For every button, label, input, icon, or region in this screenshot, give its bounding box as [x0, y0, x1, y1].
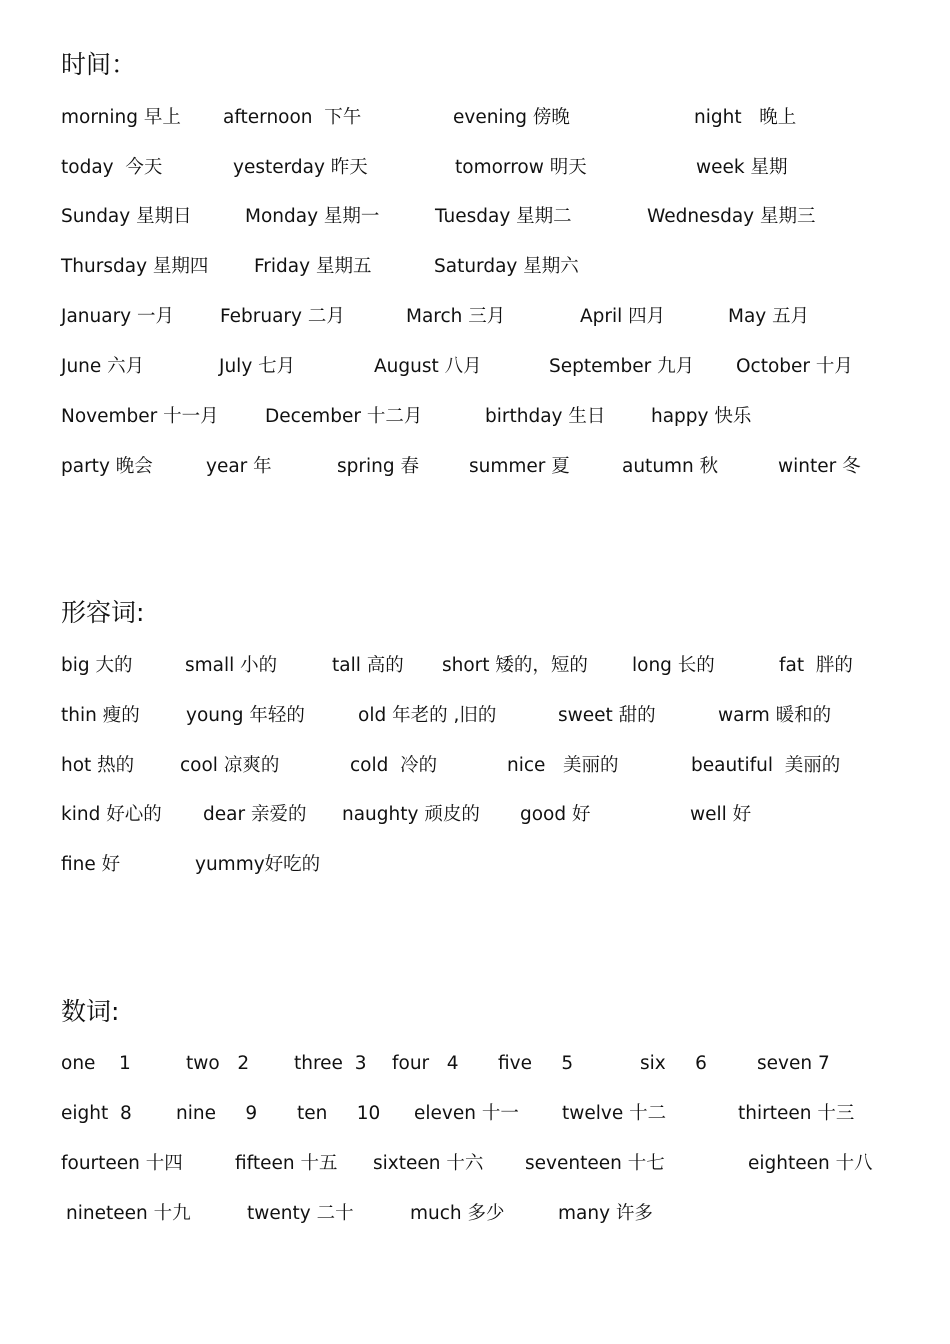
- vocab-item: Sunday 星期日: [61, 206, 192, 227]
- vocab-item: afternoon 下午: [223, 107, 362, 128]
- vocab-item: eleven 十一: [414, 1103, 519, 1124]
- vocab-item: year 年: [206, 456, 272, 477]
- vocab-item: December 十二月: [265, 406, 423, 427]
- vocab-item: two 2: [186, 1053, 250, 1074]
- vocab-item: fifteen 十五: [235, 1153, 338, 1174]
- vocab-item: five 5: [498, 1053, 574, 1074]
- vocab-item: eight 8: [61, 1103, 132, 1124]
- vocab-item: February 二月: [220, 306, 345, 327]
- vocab-item: birthday 生日: [485, 406, 606, 427]
- vocab-item: spring 春: [337, 456, 419, 477]
- vocab-item: thirteen 十三: [738, 1103, 855, 1124]
- vocab-item: sixteen 十六: [373, 1153, 484, 1174]
- vocab-row: [0, 1049, 950, 1079]
- vocab-item: old 年老的 ,旧的: [358, 705, 497, 726]
- vocab-item: yesterday 昨天: [233, 157, 368, 178]
- vocab-item: Tuesday 星期二: [435, 206, 572, 227]
- vocab-item: Wednesday 星期三: [647, 206, 816, 227]
- vocab-item: Friday 星期五: [254, 256, 372, 277]
- vocab-row: [0, 1099, 950, 1129]
- vocab-item: sweet 甜的: [558, 705, 656, 726]
- vocab-item: party 晚会: [61, 456, 153, 477]
- vocab-item: tomorrow 明天: [455, 157, 587, 178]
- vocab-item: long 长的: [632, 655, 715, 676]
- vocab-row: [0, 651, 950, 681]
- vocab-item: many 许多: [558, 1203, 653, 1224]
- vocab-item: May 五月: [728, 306, 810, 327]
- vocab-item: beautiful 美丽的: [691, 755, 841, 776]
- vocab-item: young 年轻的: [186, 705, 305, 726]
- vocab-row: [0, 402, 950, 432]
- vocab-item: six 6: [640, 1053, 707, 1074]
- vocab-row: [0, 1199, 950, 1229]
- vocab-row: [0, 302, 950, 332]
- vocab-item: seven 7: [757, 1053, 830, 1074]
- vocab-item: evening 傍晚: [453, 107, 570, 128]
- vocab-row: [0, 701, 950, 731]
- vocab-item: cold 冷的: [350, 755, 438, 776]
- vocab-item: much 多少: [410, 1203, 505, 1224]
- vocab-item: September 九月: [549, 356, 695, 377]
- vocab-row: [0, 800, 950, 830]
- vocab-item: ten 10: [297, 1103, 381, 1124]
- vocab-item: eighteen 十八: [748, 1153, 873, 1174]
- vocab-item: summer 夏: [469, 456, 570, 477]
- vocab-row: [0, 850, 950, 880]
- vocab-item: week 星期: [696, 157, 788, 178]
- vocab-item: good 好: [520, 804, 591, 825]
- vocab-item: kind 好心的: [61, 804, 162, 825]
- vocab-item: June 六月: [61, 356, 145, 377]
- vocab-item: April 四月: [580, 306, 666, 327]
- vocab-item: twelve 十二: [562, 1103, 667, 1124]
- vocab-item: fat 胖的: [779, 655, 853, 676]
- vocab-item: August 八月: [374, 356, 482, 377]
- vocab-item: night 晚上: [694, 107, 797, 128]
- vocab-item: July 七月: [219, 356, 296, 377]
- vocab-item: winter 冬: [778, 456, 861, 477]
- vocab-item: big 大的: [61, 655, 133, 676]
- vocab-row: [0, 202, 950, 232]
- vocab-item: twenty 二十: [247, 1203, 354, 1224]
- vocab-item: morning 早上: [61, 107, 181, 128]
- vocab-item: fine 好: [61, 854, 121, 875]
- vocab-item: seventeen 十七: [525, 1153, 665, 1174]
- vocab-item: nice 美丽的: [507, 755, 619, 776]
- vocab-item: March 三月: [406, 306, 506, 327]
- vocab-item: today 今天: [61, 157, 163, 178]
- vocab-item: November 十一月: [61, 406, 219, 427]
- vocab-item: nine 9: [176, 1103, 258, 1124]
- vocab-item: January 一月: [61, 306, 175, 327]
- vocab-item: tall 高的: [332, 655, 404, 676]
- vocab-item: happy 快乐: [651, 406, 752, 427]
- section-title-adjectives: 形容词:: [61, 598, 145, 627]
- vocab-item: naughty 顽皮的: [342, 804, 480, 825]
- vocab-item: fourteen 十四: [61, 1153, 183, 1174]
- vocab-row: [0, 153, 950, 183]
- vocab-item: cool 凉爽的: [180, 755, 280, 776]
- vocab-row: [0, 1149, 950, 1179]
- vocab-item: October 十月: [736, 356, 853, 377]
- vocab-row: [0, 751, 950, 781]
- vocab-item: nineteen 十九: [66, 1203, 191, 1224]
- vocab-item: Saturday 星期六: [434, 256, 579, 277]
- vocab-item: yummy好吃的: [195, 854, 321, 875]
- vocab-item: short 矮的，短的: [442, 655, 588, 676]
- vocab-row: [0, 452, 950, 482]
- section-title-numerals: 数词:: [61, 997, 120, 1026]
- vocab-item: three 3: [294, 1053, 367, 1074]
- vocab-item: warm 暖和的: [718, 705, 832, 726]
- vocab-item: four 4: [392, 1053, 459, 1074]
- vocab-item: Monday 星期一: [245, 206, 380, 227]
- vocab-row: [0, 252, 950, 282]
- vocab-item: small 小的: [185, 655, 278, 676]
- vocab-item: hot 热的: [61, 755, 135, 776]
- vocab-row: [0, 352, 950, 382]
- vocab-item: Thursday 星期四: [61, 256, 209, 277]
- vocab-item: dear 亲爱的: [203, 804, 307, 825]
- vocab-row: [0, 103, 950, 133]
- vocab-item: autumn 秋: [622, 456, 719, 477]
- vocab-item: thin 瘦的: [61, 705, 140, 726]
- vocab-item: one 1: [61, 1053, 131, 1074]
- vocab-item: well 好: [690, 804, 752, 825]
- section-title-time: 时间：: [61, 50, 137, 79]
